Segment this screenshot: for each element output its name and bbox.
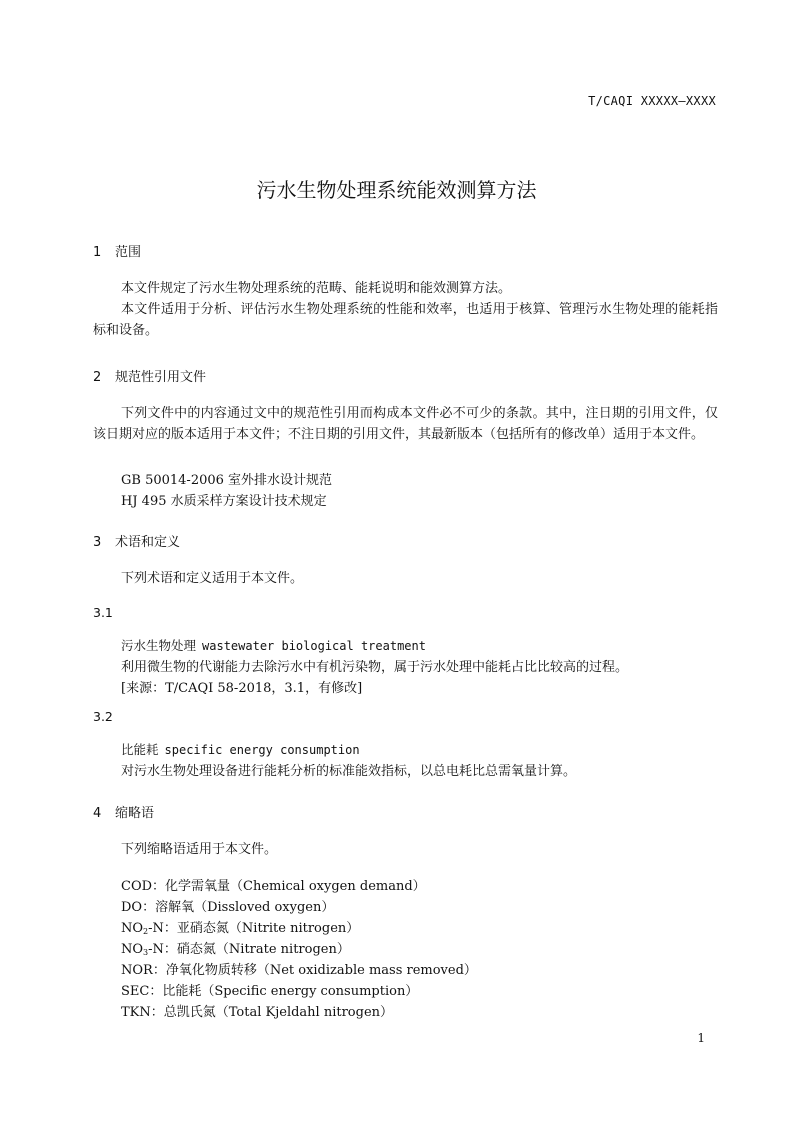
abbr-prefix: NO — [121, 921, 144, 936]
abbr-subscript: 2 — [143, 927, 149, 936]
abbreviation-item: TKN：总凯氏氮（Total Kjeldahl nitrogen） — [121, 1005, 394, 1020]
paragraph: 下列术语和定义适用于本文件。 — [121, 571, 304, 586]
section-title: 规范性引用文件 — [115, 370, 207, 385]
term-number: 3.2 — [93, 709, 113, 724]
paragraph: 下列文件中的内容通过文中的规范性引用而构成本文件必不可少的条款。其中，注日期的引用文件，仅该日期对应的版本适用于本文件；不注日期的引用文件，其最新版本（包括所有的修改单）适用于本文件。 — [93, 406, 718, 442]
abbr-suffix: -N：硝态氮（Nitrate nitrogen） — [148, 942, 350, 957]
term-en: specific energy consumption — [164, 743, 360, 757]
abbreviation-item — [121, 917, 359, 936]
abbreviation-item: NOR：净氧化物质转移（Net oxidizable mass removed） — [121, 963, 477, 978]
section-3-heading — [93, 531, 180, 550]
term-zh: 比能耗 — [121, 742, 159, 757]
section-title: 范围 — [115, 245, 142, 260]
section-2-heading — [93, 366, 206, 385]
section-4-heading — [93, 802, 154, 821]
abbr-suffix: -N：亚硝态氮（Nitrite nitrogen） — [148, 921, 360, 936]
document-code: T/CAQI XXXXX—XXXX — [588, 94, 716, 108]
section-title: 缩略语 — [115, 806, 155, 821]
paragraph: 本文件适用于分析、评估污水生物处理系统的性能和效率，也适用于核算、管理污水生物处理的能耗指标和设备。 — [93, 302, 718, 338]
abbr-subscript: 3 — [143, 948, 149, 957]
reference-item: GB 50014-2006 室外排水设计规范 — [121, 473, 333, 488]
term-heading — [121, 636, 426, 654]
reference-item: HJ 495 水质采样方案设计技术规定 — [121, 494, 327, 509]
term-source: [来源：T/CAQI 58-2018，3.1，有修改] — [121, 681, 363, 696]
section-title: 术语和定义 — [115, 535, 181, 550]
paragraph: 下列缩略语适用于本文件。 — [121, 842, 278, 857]
abbreviation-item — [121, 938, 350, 957]
term-zh: 污水生物处理 — [121, 638, 197, 653]
page-title: 污水生物处理系统能效测算方法 — [256, 178, 537, 202]
page-number: 1 — [697, 1031, 705, 1045]
term-heading — [121, 740, 360, 758]
term-number: 3.1 — [93, 605, 113, 620]
term-definition: 利用微生物的代谢能力去除污水中有机污染物，属于污水处理中能耗占比比较高的过程。 — [121, 660, 629, 675]
section-number: 3 — [93, 535, 102, 550]
term-definition: 对污水生物处理设备进行能耗分析的标准能效指标，以总电耗比总需氧量计算。 — [121, 764, 577, 779]
term-en: wastewater biological treatment — [202, 639, 426, 653]
section-number: 2 — [93, 370, 102, 385]
paragraph: 本文件规定了污水生物处理系统的范畴、能耗说明和能效测算方法。 — [121, 281, 512, 296]
abbreviation-item: DO：溶解氧（Dissloved oxygen） — [121, 900, 335, 915]
abbreviation-item: SEC：比能耗（Specific energy consumption） — [121, 984, 419, 999]
abbr-prefix: NO — [121, 942, 144, 957]
section-number: 1 — [93, 245, 102, 260]
abbreviation-item: COD：化学需氧量（Chemical oxygen demand） — [121, 879, 426, 894]
section-1-heading — [93, 241, 141, 260]
section-number: 4 — [93, 806, 102, 821]
